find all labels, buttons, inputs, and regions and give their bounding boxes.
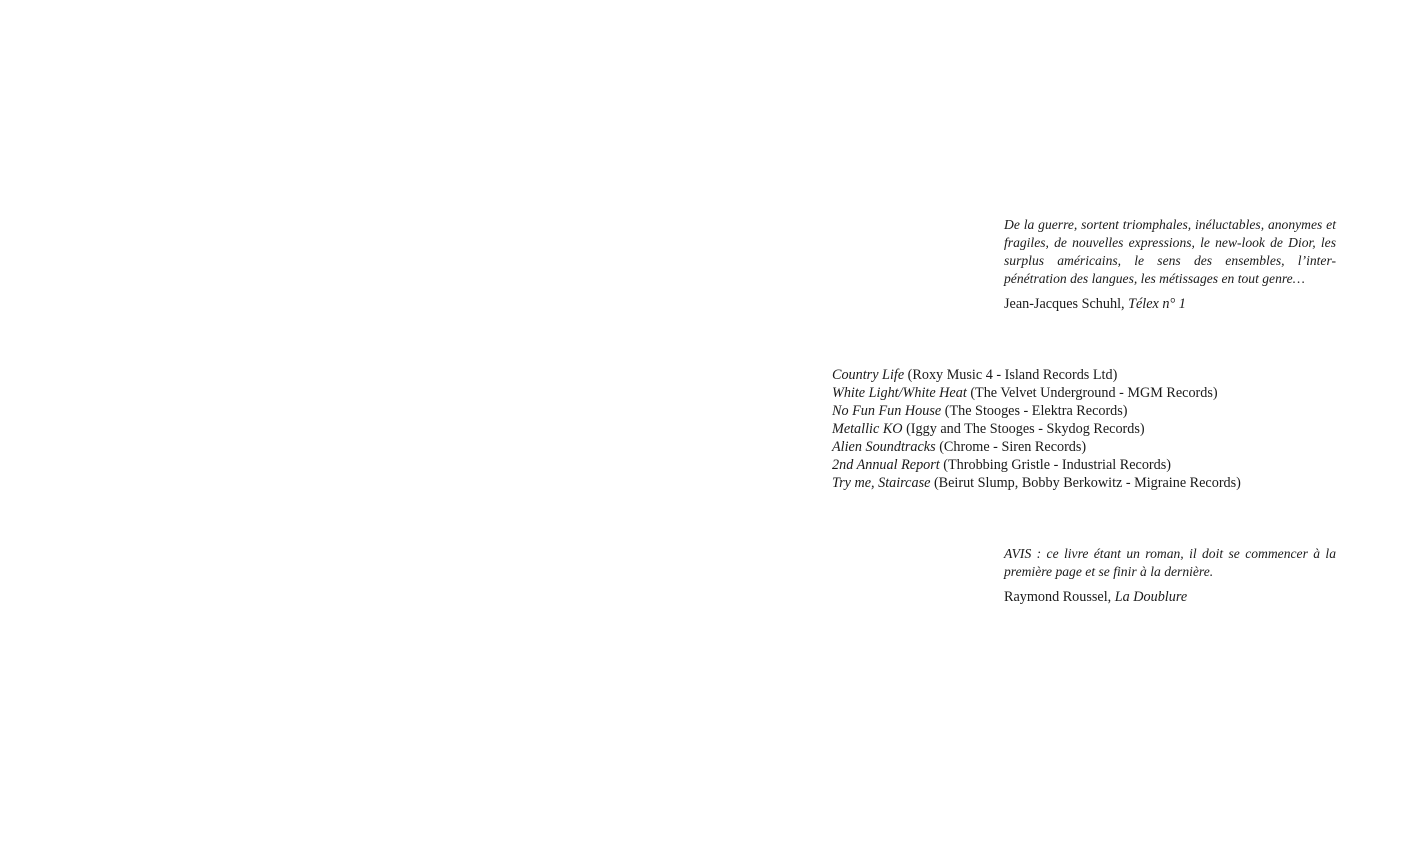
- record-title: 2nd Annual Report: [832, 457, 940, 473]
- record-title: Metallic KO: [832, 421, 903, 437]
- record-item: [832, 366, 1352, 384]
- record-details: (The Stooges - Elektra Records): [944, 403, 1128, 419]
- record-item: [832, 402, 1352, 420]
- epigraph-quote: AVIS : ce livre étant un roman, il doit se commencer à la première page et se finir à la dernière.: [1004, 546, 1336, 579]
- epigraph-schuhl: [1004, 216, 1336, 313]
- epigraph-work: La Doublure: [1114, 589, 1188, 605]
- records-list: [832, 366, 1352, 492]
- record-title: Try me, Staircase: [832, 475, 931, 491]
- record-item: [832, 474, 1352, 492]
- record-title: No Fun Fun House: [832, 403, 942, 419]
- record-details: (Chrome - Siren Records): [939, 439, 1087, 455]
- epigraph-attribution: [1004, 295, 1336, 313]
- record-title: White Light/White Heat: [832, 385, 967, 401]
- record-details: (Throbbing Gristle - Industrial Records): [943, 457, 1171, 473]
- epigraph-author: Raymond Roussel,: [1004, 589, 1112, 605]
- epigraph-attribution: [1004, 588, 1336, 606]
- record-details: (Beirut Slump, Bobby Berkowitz - Migraine Records): [933, 475, 1241, 491]
- record-details: (Iggy and The Stooges - Skydog Records): [906, 421, 1145, 437]
- epigraph-author: Jean-Jacques Schuhl,: [1004, 296, 1125, 312]
- epigraph-roussel: [1004, 545, 1336, 606]
- epigraph-quote: De la guerre, sortent triomphales, inéluctables, anonymes et fragiles, de nouvelles expressions, le new-look de Dior, les surplus américains, le sens des ensembles, l’inter-pénétration des langues, les métissages en tout genre…: [1004, 217, 1336, 286]
- record-item: [832, 438, 1352, 456]
- epigraph-work: Télex n° 1: [1128, 296, 1186, 312]
- record-details: (Roxy Music 4 - Island Records Ltd): [907, 367, 1118, 383]
- record-title: Country Life: [832, 367, 905, 383]
- record-title: Alien Soundtracks: [832, 439, 936, 455]
- record-item: [832, 420, 1352, 438]
- record-item: [832, 384, 1352, 402]
- record-item: [832, 456, 1352, 474]
- record-details: (The Velvet Underground - MGM Records): [970, 385, 1218, 401]
